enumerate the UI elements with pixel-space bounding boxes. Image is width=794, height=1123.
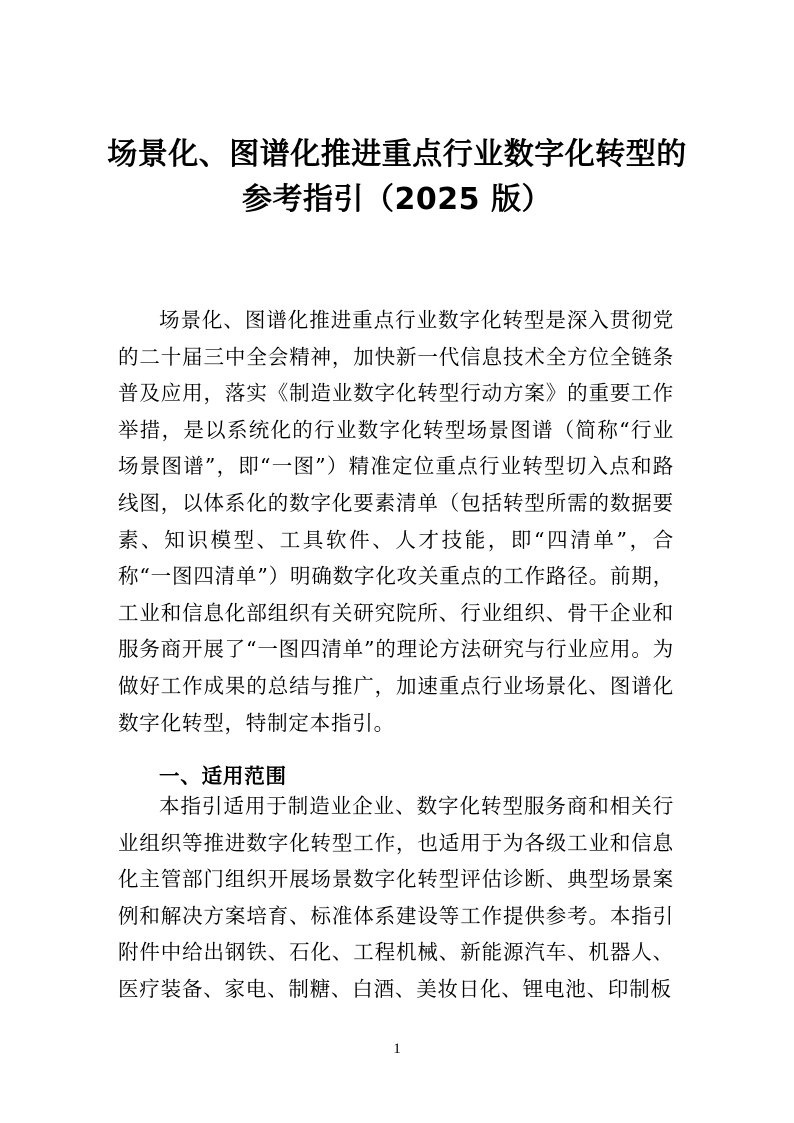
intro-paragraph: 场景化、图谱化推进重点行业数字化转型是深入贯彻党的二十届三中全会精神，加快新一代信息技术全方位全链条普及应用，落实《制造业数字化转型行动方案》的重要工作举措，是以系统化的行业数字化转型场景图谱（简称“行业场景图谱”，即“一图”）精准定位重点行业转型切入点和路线图，以体系化的数字化要素清单（包括转型所需的数据要素、知识模型、工具软件、人才技能，即“四清单”，合称“一图四清单”）明确数字化攻关重点的工作路径。前期，工业和信息化部组织有关研究院所、行业组织、骨干企业和服务商开展了“一图四清单”的理论方法研究与行业应用。为做好工作成果的总结与推广，加速重点行业场景化、图谱化数字化转型，特制定本指引。 [118, 308, 674, 735]
document-title-line-2: 参考指引（2025 版） [242, 182, 552, 217]
scope-paragraph: 本指引适用于制造业企业、数字化转型服务商和相关行业组织等推进数字化转型工作，也适用于为各级工业和信息化主管部门组织开展场景数字化转型评估诊断、典型场景案例和解决方案培育、标准体系建设等工作提供参考。本指引附件中给出钢铁、石化、工程机械、新能源汽车、机器人、医疗装备、家电、制糖、白酒、美妆日化、锂电池、印制板 [118, 794, 674, 1001]
page-number: 1 [393, 1041, 401, 1057]
section-heading-scope: 一、适用范围 [159, 764, 287, 788]
document-title-line-1: 场景化、图谱化推进重点行业数字化转型的 [107, 137, 687, 172]
